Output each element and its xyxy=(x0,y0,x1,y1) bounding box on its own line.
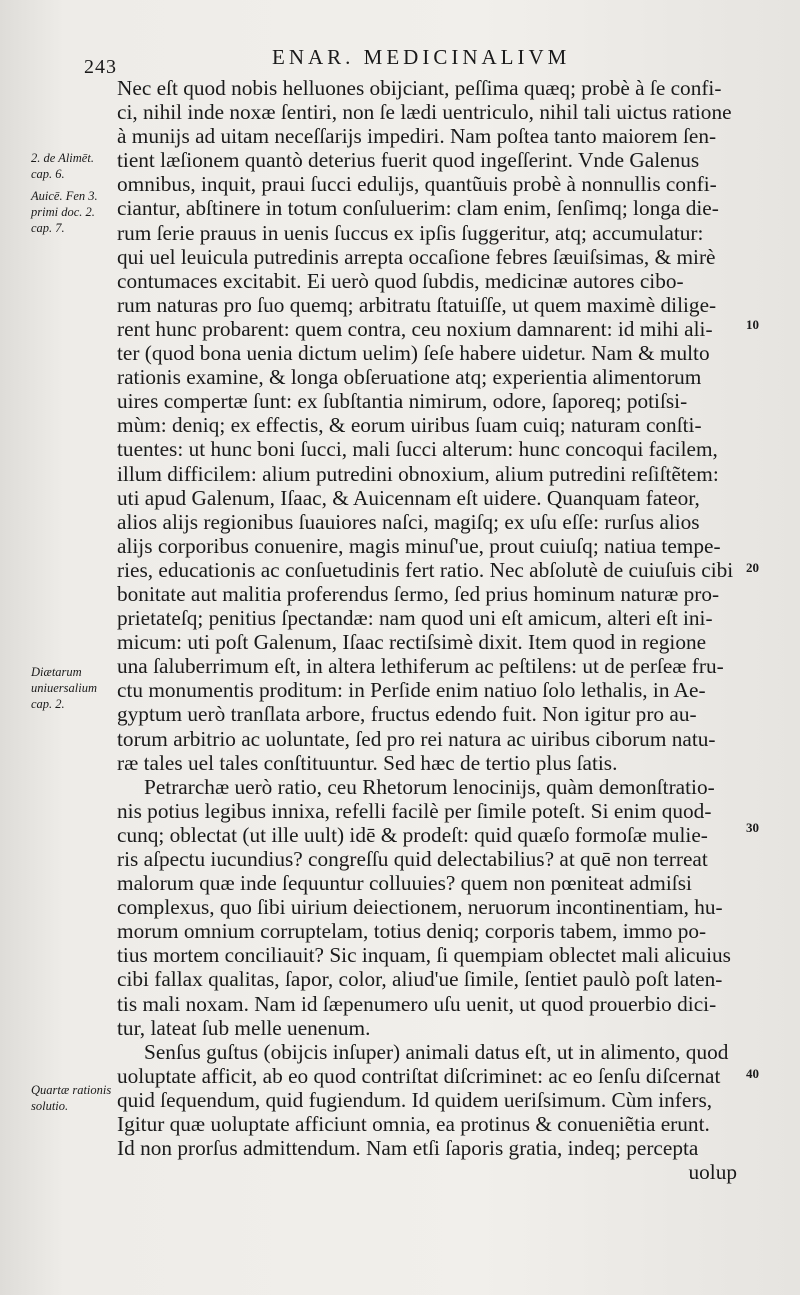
text-line: complexus, quo ſibi uirium deiectionem, neruorum incontinentiam, hu- xyxy=(117,895,723,920)
text-line: prietateſq; penitius ſpectandæ: nam quod uni eſt amicum, alteri eſt ini- xyxy=(117,606,713,631)
text-line: à munijs ad uitam neceſſarijs impediri. Nam poſtea tanto maiorem ſen- xyxy=(117,124,717,149)
line-number: 10 xyxy=(746,317,759,332)
text-line: ctu monumentis proditum: in Perſide enim natiuo ſolo lethalis, in Ae- xyxy=(117,678,706,703)
page-header xyxy=(84,40,644,80)
text-line: torum arbitrio ac uoluntate, ſed pro rei natura ac uiribus ciborum natu- xyxy=(117,726,716,751)
text-line: alijs corporibus conuenire, magis minuſ'ue, prout cuiuſq; natiua tempe- xyxy=(117,533,721,558)
text-line: rum naturas pro ſuo quemq; arbitratu ſtatuiſſe, ut quem maximè dilige- xyxy=(117,292,717,317)
text-line: tient læſionem quantò deterius fuerit quod ingeſſerint. Vnde Galenus xyxy=(117,148,700,173)
text-line: tis mali noxam. Nam id ſæpenumero uſu uenit, ut quod prouerbio dici- xyxy=(117,991,717,1016)
text-line: Petrarchæ uerò ratio, ceu Rhetorum lenocinijs, quàm demonſtratio- xyxy=(144,774,715,799)
text-line: mùm: deniq; ex effectis, & eorum uiribus ſuam cuiq; naturam conſti- xyxy=(117,413,702,438)
line-number: 30 xyxy=(746,820,759,835)
text-line: Id non prorſus admittendum. Nam etſi ſaporis gratia, indeq; percepta xyxy=(117,1136,699,1161)
text-line: uti apud Galenum, Iſaac, & Auicennam eſt uidere. Quanquam fateor, xyxy=(117,485,700,510)
text-line: alios alijs regionibus ſuauiores naſci, magiſq; ex uſu eſſe: rurſus alios xyxy=(117,509,700,534)
line-number: 20 xyxy=(746,560,759,575)
text-line: ræ tales uel tales conſtituuntur. Sed hæc de tertio plus ſatis. xyxy=(117,750,618,775)
text-line: ciantur, abſtinere in totum conſuluerim: clam enim, ſenſimq; longa die- xyxy=(117,196,719,221)
text-line: ris aſpectu iucundius? congreſſu quid delectabilius? at quē non terreat xyxy=(117,847,708,871)
text-line: nis potius legibus innixa, refelli facilè per ſimile poteſt. Si enim quod- xyxy=(117,798,712,823)
paragraph xyxy=(117,1040,737,1160)
text-line: tur, lateat ſub melle uenenum. xyxy=(117,1015,371,1040)
text-line: quid ſequendum, quid fugiendum. Id quidem ueriſsimum. Cùm infers, xyxy=(117,1087,713,1112)
line-number: 40 xyxy=(746,1066,759,1081)
text-line: gyptum uerò tranſlata arbore, fructus edendo fuit. Non igitur pro au- xyxy=(117,702,697,727)
text-line: cunq; oblectat (ut ille uult) idē & prodeſt: quid quæſo formoſæ mulie- xyxy=(117,822,708,847)
text-line: qui uel leuicula putredinis arrepta occaſione febres ſæuiſsimas, & mirè xyxy=(117,244,716,269)
folio-number: 243 xyxy=(84,56,117,78)
text-line: uoluptate afficit, ab eo quod contriſtat diſcriminet: ac eo ſenſu diſcernat xyxy=(117,1063,721,1088)
catchword: uolup xyxy=(688,1160,737,1185)
text-line: rent hunc probarent: quem contra, ceu noxium damnarent: id mihi ali- xyxy=(117,316,713,341)
text-line: Senſus guſtus (obijcis inſuper) animali datus eſt, ut in alimento, quod xyxy=(144,1039,729,1064)
text-line: ter (quod bona uenia dictum uelim) ſeſe habere uidetur. Nam & multo xyxy=(117,341,710,366)
text-line: malorum quæ inde ſequuntur colluuies? quem non pœniteat admiſsi xyxy=(117,871,692,896)
text-line: illum difficilem: alium putredini obnoxium, alium putredini reſiſtẽtem: xyxy=(117,461,719,486)
text-line: tuentes: ut hunc boni ſucci, mali ſucci alterum: hunc concoqui facilem, xyxy=(117,437,718,462)
text-line: ci, nihil inde noxæ ſentiri, non ſe lædi uentriculo, nihil tali uictus ratione xyxy=(117,100,732,125)
paragraph xyxy=(117,775,737,1040)
text-line: contumaces excitabit. Ei uerò quod ſubdis, medicinæ autores cibo- xyxy=(117,268,684,293)
text-line: una ſaluberrimum eſt, in altera lethiferum ac peſtilens: ut de perſeæ fru- xyxy=(117,654,724,679)
text-line: morum omnium corruptelam, totius deniq; corporis tabem, immo po- xyxy=(117,919,707,944)
text-line: rationis examine, & longa obſeruatione atq; experientia alimentorum xyxy=(117,365,702,390)
text-line: rum ſerie prauus in uenis ſuccus ex ipſis ſuggeritur, atq; accumulatur: xyxy=(117,220,704,245)
margin-note: Auicē. Fen 3. primi doc. 2. cap. 7. xyxy=(31,189,98,235)
text-line: uires compertæ ſunt: ex ſubſtantia nimirum, odore, ſaporeq; potiſsi- xyxy=(117,389,688,414)
text-line: bonitate aut malitia proferendus ſermo, ſed prius hominum naturæ pro- xyxy=(117,581,720,606)
paragraph xyxy=(117,76,737,775)
text-line: Nec eſt quod nobis helluones obijciant, peſſima quæq; probè à ſe confi- xyxy=(117,76,722,100)
text-line: ries, educationis ac conſuetudinis fert ratio. Nec abſolutè de cuiuſuis cibi xyxy=(117,557,734,582)
text-line: omnibus, inquit, praui ſucci edulijs, quantũuis probè à nonnullis confi- xyxy=(117,172,717,197)
text-line: tius mortem conciliauit? Sic inquam, ſi quempiam oblectet mali alicuius xyxy=(117,943,731,968)
running-title: ENAR. MEDICINALIVM xyxy=(272,45,571,69)
text-line: cibi fallax qualitas, ſapor, color, aliud'ue ſimile, ſentiet paulò poſt laten- xyxy=(117,967,723,992)
margin-note: Diætarum uniuersalium cap. 2. xyxy=(31,665,97,711)
margin-note: Quartæ rationis solutio. xyxy=(31,1083,112,1113)
margin-note: 2. de Alimēt. cap. 6. xyxy=(31,151,94,181)
text-line: micum: uti poſt Galenum, Iſaac rectiſsimè dixit. Item quod in regione xyxy=(117,630,707,655)
main-text xyxy=(117,76,737,1184)
text-line: Igitur quæ uoluptate afficiunt omnia, ea protinus & conueniẽtia erunt. xyxy=(117,1112,710,1137)
